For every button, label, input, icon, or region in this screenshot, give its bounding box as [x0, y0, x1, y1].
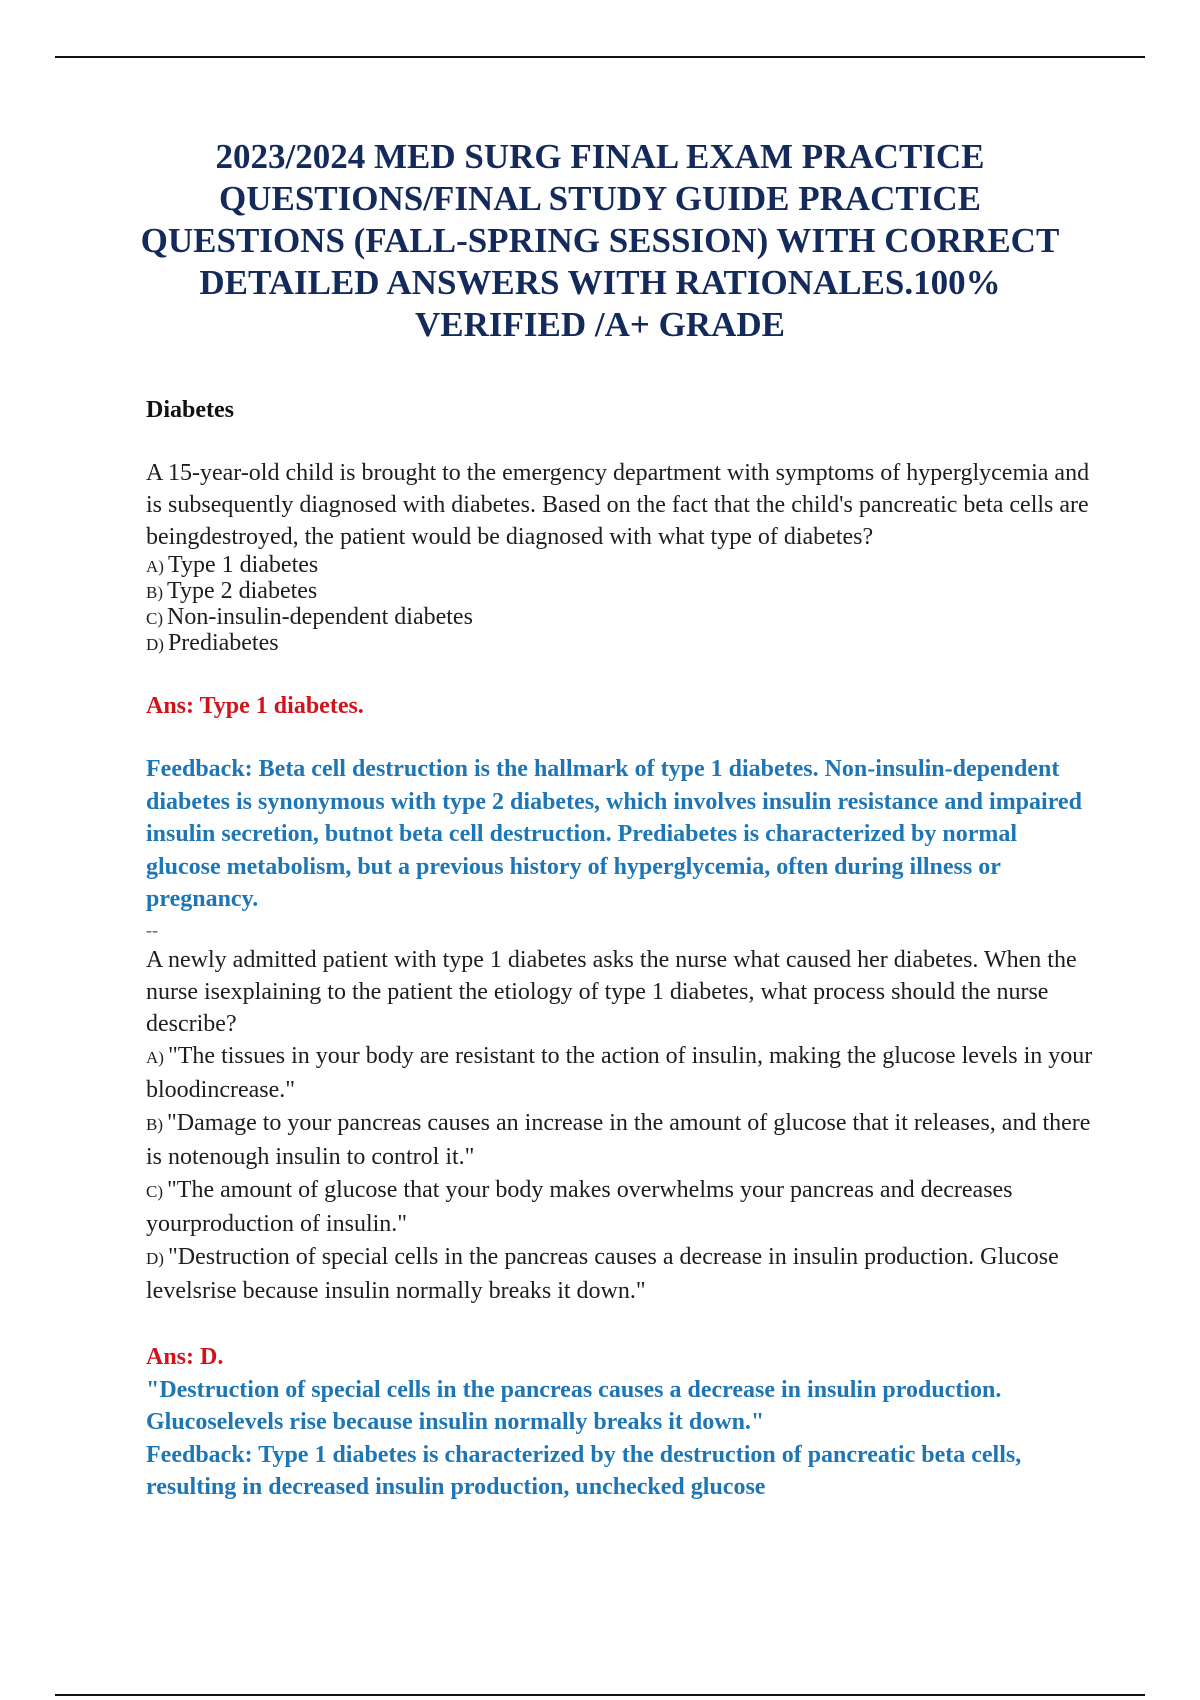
option-text: "The amount of glucose that your body makes overwhelms your pancreas and decreases yourproduction of insulin." — [146, 1176, 1013, 1237]
option-text: Prediabetes — [167, 630, 279, 656]
option-text: "The tissues in your body are resistant to the action of insulin, making the glucose levels in your bloodincrease." — [146, 1042, 1093, 1103]
question-separator: -- — [146, 919, 158, 940]
question-2-option-a — [146, 1040, 1096, 1107]
question-2-option-d — [146, 1241, 1096, 1308]
question-block-2 — [146, 944, 1096, 1504]
option-letter: A) — [146, 1047, 164, 1067]
bottom-rule — [55, 1694, 1145, 1696]
option-text: Type 2 diabetes — [167, 578, 318, 604]
question-2-answer-detail: "Destruction of special cells in the pancreas causes a decrease in insulin production. Glucoselevels rise because insulin normally breaks it down." — [146, 1376, 1002, 1435]
option-letter: B) — [146, 583, 163, 602]
option-text: Type 1 diabetes — [167, 552, 319, 578]
question-1-option-d — [146, 631, 1096, 657]
question-1-option-c — [146, 605, 1096, 631]
question-2-answer: Ans: D. — [146, 1343, 224, 1370]
option-text: Non-insulin-dependent diabetes — [167, 604, 473, 630]
question-1-answer: Ans: Type 1 diabetes. — [146, 693, 364, 719]
option-text: "Destruction of special cells in the pancreas causes a decrease in insulin production. Glucose levelsrise because insulin normally breaks it down." — [146, 1243, 1059, 1304]
option-letter: C) — [146, 1181, 163, 1201]
question-block-1 — [146, 457, 1096, 916]
question-1-option-b — [146, 579, 1096, 605]
top-rule — [55, 56, 1145, 58]
option-text: "Damage to your pancreas causes an increase in the amount of glucose that it releases, and there is notenough insulin to control it." — [146, 1109, 1091, 1170]
option-letter: D) — [146, 1248, 164, 1268]
option-letter: A) — [146, 557, 164, 576]
document-title: 2023/2024 MED SURG FINAL EXAM PRACTICE QUESTIONS/FINAL STUDY GUIDE PRACTICE QUESTIONS (FALL-SPRING SESSION) WITH CORRECT DETAILED ANSWERS WITH RATIONALES.100% VERIFIED /A+ GRADE — [140, 137, 1060, 344]
question-2-option-b — [146, 1107, 1096, 1174]
option-letter: B) — [146, 1114, 163, 1134]
document-body — [146, 395, 1096, 1504]
question-2-option-c — [146, 1174, 1096, 1241]
question-1-option-a — [146, 553, 1096, 579]
question-1-stem: A 15-year-old child is brought to the emergency department with symptoms of hyperglycemia and is subsequently diagnosed with diabetes. Based on the fact that the child's pancreatic beta cells are beingdestroyed, the patient would be diagnosed with what type of diabetes? — [146, 460, 1090, 550]
question-2-feedback: Feedback: Type 1 diabetes is characterized by the destruction of pancreatic beta cells, resulting in decreased insulin production, unchecked glucose — [146, 1441, 1022, 1500]
section-heading: Diabetes — [146, 397, 234, 423]
question-1-feedback: Feedback: Beta cell destruction is the hallmark of type 1 diabetes. Non-insulin-dependent diabetes is synonymous with type 2 diabetes, which involves insulin resistance and impaired insulin secretion, butnot beta cell destruction. Prediabetes is characterized by normal glucose metabolism, but a previous history of hyperglycemia, often during illness or pregnancy. — [146, 756, 1082, 912]
option-letter: C) — [146, 609, 163, 628]
option-letter: D) — [146, 635, 164, 654]
question-2-stem: A newly admitted patient with type 1 diabetes asks the nurse what caused her diabetes. When the nurse isexplaining to the patient the etiology of type 1 diabetes, what process should the nurse describe? — [146, 946, 1077, 1037]
question-1-options — [146, 553, 1096, 657]
question-2-options — [146, 1040, 1096, 1308]
